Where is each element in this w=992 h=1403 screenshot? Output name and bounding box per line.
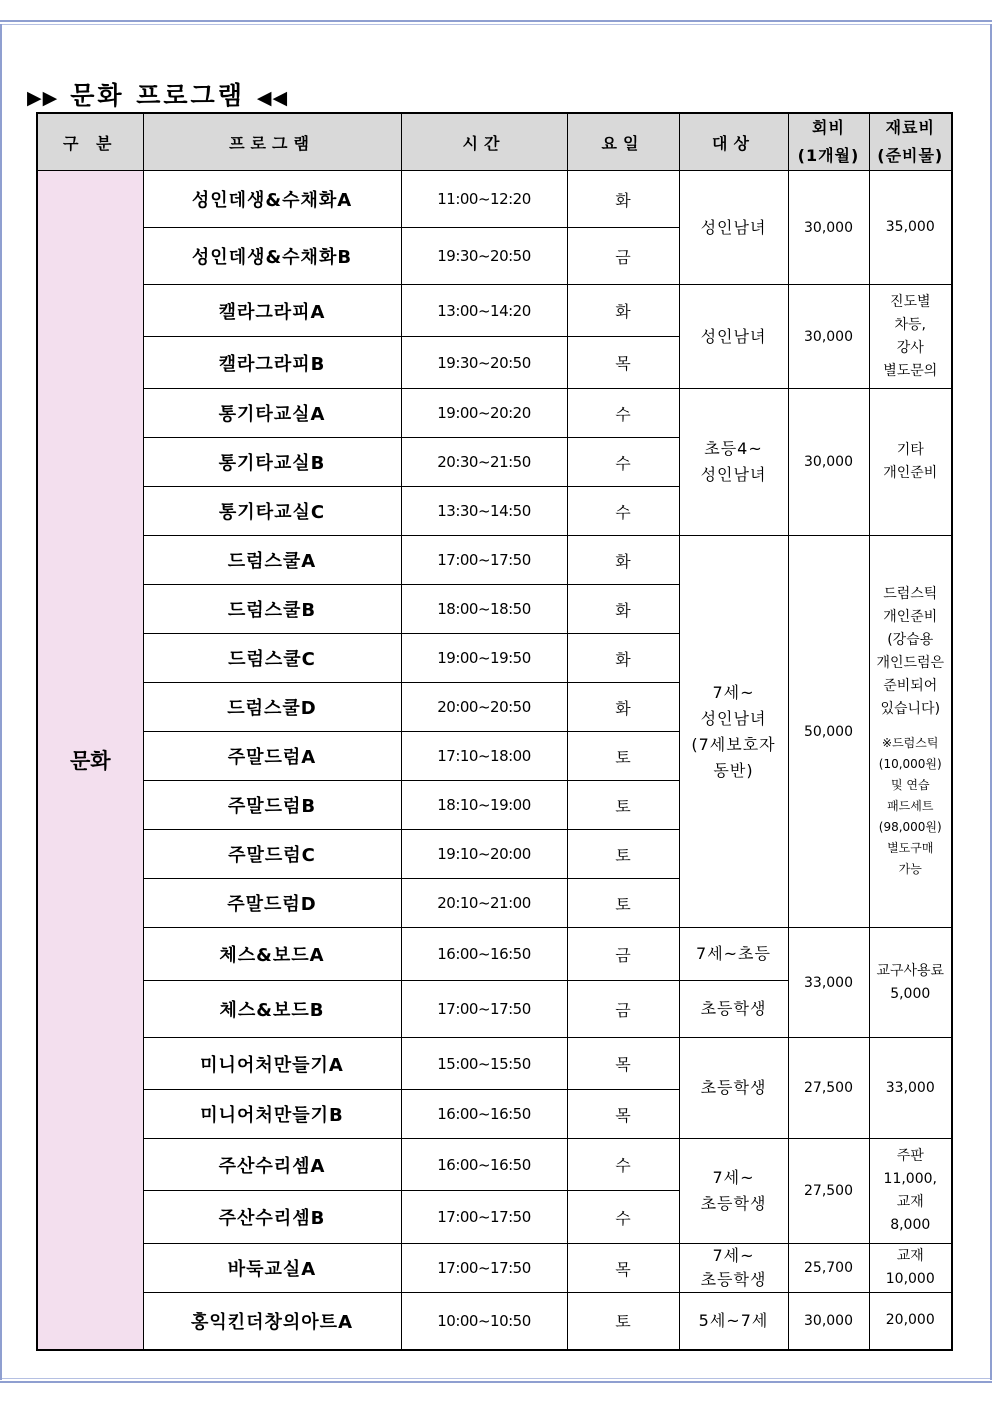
program-day: 화 [567,683,679,732]
target-cell [679,171,788,285]
program-time: 13:00~14:20 [401,285,567,337]
program-time: 20:00~20:50 [401,683,567,732]
target-line: (7세보호자 [691,734,776,754]
table-row [37,1139,952,1191]
page-title [27,78,288,114]
program-day: 수 [567,1191,679,1244]
table-row [37,1293,952,1350]
program-time: 13:30~14:50 [401,487,567,536]
table-row [37,536,952,585]
target-line: 7세~ [712,1168,755,1187]
material-line: 교구사용료 [876,962,945,979]
program-time: 19:10~20:00 [401,830,567,879]
target-line: 성인남녀 [700,708,767,728]
title-text: 문화 프로그램 [70,81,245,110]
program-day: 금 [567,981,679,1038]
program-day: 금 [567,228,679,285]
target-cell [679,389,788,536]
header-day: 요일 [567,113,679,171]
program-day: 수 [567,389,679,438]
program-name: 드럼스쿨D [143,683,401,732]
program-time: 18:10~19:00 [401,781,567,830]
program-name: 주말드럼B [143,781,401,830]
target-cell [679,536,788,928]
target-line: 초등학생 [700,1270,767,1289]
program-name: 통기타교실C [143,487,401,536]
material-note-line: ※드럼스틱 [882,736,939,750]
material-cell [869,285,952,389]
program-time: 11:00~12:20 [401,171,567,228]
program-time: 19:30~20:50 [401,228,567,285]
material-line: 차등, [894,316,926,333]
program-time: 17:00~17:50 [401,1191,567,1244]
material-line: 있습니다) [880,701,941,717]
program-day: 목 [567,1244,679,1293]
material-line: 개인준비 [883,465,938,481]
target-cell [679,1139,788,1244]
material-line: 33,000 [885,1079,935,1096]
material-note-line: 가능 [898,862,922,876]
category-cell: 문화 [37,171,143,1350]
program-day: 토 [567,1293,679,1350]
program-name: 체스&보드B [143,981,401,1038]
program-day: 화 [567,171,679,228]
fee-cell: 30,000 [788,389,869,536]
program-day: 수 [567,487,679,536]
header-fee [788,113,869,171]
header-time: 시간 [401,113,567,171]
target-cell [679,1244,788,1293]
material-line: 진도별 [889,293,931,310]
program-name: 주산수리셈B [143,1191,401,1244]
material-cell [869,1038,952,1139]
material-note-line: 패드세트 [887,799,934,813]
program-name: 드럼스쿨B [143,585,401,634]
program-name: 주말드럼A [143,732,401,781]
program-day: 토 [567,879,679,928]
page-border-right [988,24,992,1380]
page-border-bottom [0,1378,992,1383]
program-day: 화 [567,585,679,634]
program-time: 20:30~21:50 [401,438,567,487]
program-name: 드럼스쿨A [143,536,401,585]
material-line: 주판 [896,1148,924,1164]
material-note-line: 별도구매 [887,841,934,855]
program-day: 수 [567,1139,679,1191]
material-line: 드럼스틱 [883,586,938,602]
fee-cell: 27,500 [788,1038,869,1139]
program-time: 16:00~16:50 [401,1139,567,1191]
material-line: 개인준비 [883,609,938,625]
program-name: 통기타교실A [143,389,401,438]
program-time: 20:10~21:00 [401,879,567,928]
program-time: 16:00~16:50 [401,1090,567,1139]
material-note-line: 및 연습 [890,778,930,792]
material-line: 교재 [896,1248,924,1264]
material-cell [869,1139,952,1244]
material-line: 강사 [896,339,924,356]
table-row [37,928,952,981]
header-program: 프로그램 [143,113,401,171]
material-line: 기타 [896,442,924,458]
program-name: 미니어처만들기B [143,1090,401,1139]
table-row [37,389,952,438]
table-row [37,1244,952,1293]
target-cell [679,1038,788,1139]
table-row [37,1038,952,1090]
material-line: 별도문의 [883,362,938,379]
program-name: 캘라그라피A [143,285,401,337]
material-note-line: (10,000원) [878,757,942,771]
program-day: 토 [567,781,679,830]
program-table [36,112,953,1351]
target-cell [679,285,788,389]
material-line: 5,000 [890,985,931,1002]
program-day: 화 [567,536,679,585]
page-border-top [0,20,992,25]
header-fee-line2: (1개월) [797,146,860,165]
program-time: 19:00~19:50 [401,634,567,683]
page-border-left [0,24,4,1380]
program-day: 토 [567,732,679,781]
title-right-arrows: ◀◀ [256,87,289,109]
program-name: 미니어처만들기A [143,1038,401,1090]
fee-cell: 50,000 [788,536,869,928]
program-time: 15:00~15:50 [401,1038,567,1090]
material-line: 준비되어 [883,678,938,694]
target-line: 동반) [713,760,754,780]
material-note-line: (98,000원) [878,820,942,834]
fee-cell: 27,500 [788,1139,869,1244]
header-category: 구 분 [37,113,143,171]
material-line: 8,000 [890,1217,931,1233]
program-name: 주말드럼C [143,830,401,879]
program-name: 체스&보드A [143,928,401,981]
program-name: 주말드럼D [143,879,401,928]
program-day: 목 [567,1038,679,1090]
program-day: 목 [567,1090,679,1139]
program-day: 금 [567,928,679,981]
target-cell: 초등학생 [679,981,788,1038]
program-time: 17:00~17:50 [401,981,567,1038]
target-cell: 7세~초등 [679,928,788,981]
material-line: 10,000 [885,1271,935,1287]
header-fee-line1: 회비 [812,118,845,137]
program-time: 10:00~10:50 [401,1293,567,1350]
fee-cell: 30,000 [788,171,869,285]
header-material-line1: 재료비 [885,118,935,137]
material-cell [869,171,952,285]
material-cell [869,1244,952,1293]
material-line: 11,000, [883,1171,937,1187]
target-line: 성인남녀 [700,465,767,484]
material-line: 개인드럼은 [876,655,945,671]
program-day: 화 [567,285,679,337]
program-day: 화 [567,634,679,683]
target-line: 초등학생 [700,1194,767,1213]
title-left-arrows: ▶▶ [27,87,59,109]
target-line: 7세~ [712,1246,755,1265]
target-line: 성인남녀 [700,217,767,237]
program-time: 18:00~18:50 [401,585,567,634]
header-target: 대상 [679,113,788,171]
material-line: 35,000 [885,219,935,235]
program-name: 바둑교실A [143,1244,401,1293]
program-name: 성인데생&수채화B [143,228,401,285]
target-line: 성인남녀 [700,326,767,346]
material-line: 교재 [896,1194,924,1210]
fee-cell: 30,000 [788,1293,869,1350]
table-row [37,171,952,228]
program-name: 드럼스쿨C [143,634,401,683]
table-row [37,285,952,337]
target-line: 초등4~ [704,439,763,458]
program-name: 통기타교실B [143,438,401,487]
program-day: 토 [567,830,679,879]
fee-cell: 25,700 [788,1244,869,1293]
material-line: (강습용 [887,632,934,648]
fee-cell: 33,000 [788,928,869,1038]
program-day: 목 [567,337,679,389]
header-material-line2: (준비물) [877,146,944,165]
header-row [37,113,952,171]
program-time: 17:00~17:50 [401,536,567,585]
program-time: 17:00~17:50 [401,1244,567,1293]
material-cell: 20,000 [869,1293,952,1350]
program-name: 홍익킨더창의아트A [143,1293,401,1350]
program-time: 16:00~16:50 [401,928,567,981]
program-time: 19:00~20:20 [401,389,567,438]
program-name: 주산수리셈A [143,1139,401,1191]
target-line: 7세~ [712,682,755,702]
material-cell [869,389,952,536]
program-name: 캘라그라피B [143,337,401,389]
program-name: 성인데생&수채화A [143,171,401,228]
program-day: 수 [567,438,679,487]
target-line: 초등학생 [700,1078,767,1097]
target-cell: 5세~7세 [679,1293,788,1350]
material-cell [869,928,952,1038]
program-time: 17:10~18:00 [401,732,567,781]
header-material [869,113,952,171]
program-time: 19:30~20:50 [401,337,567,389]
fee-cell: 30,000 [788,285,869,389]
material-cell [869,536,952,928]
